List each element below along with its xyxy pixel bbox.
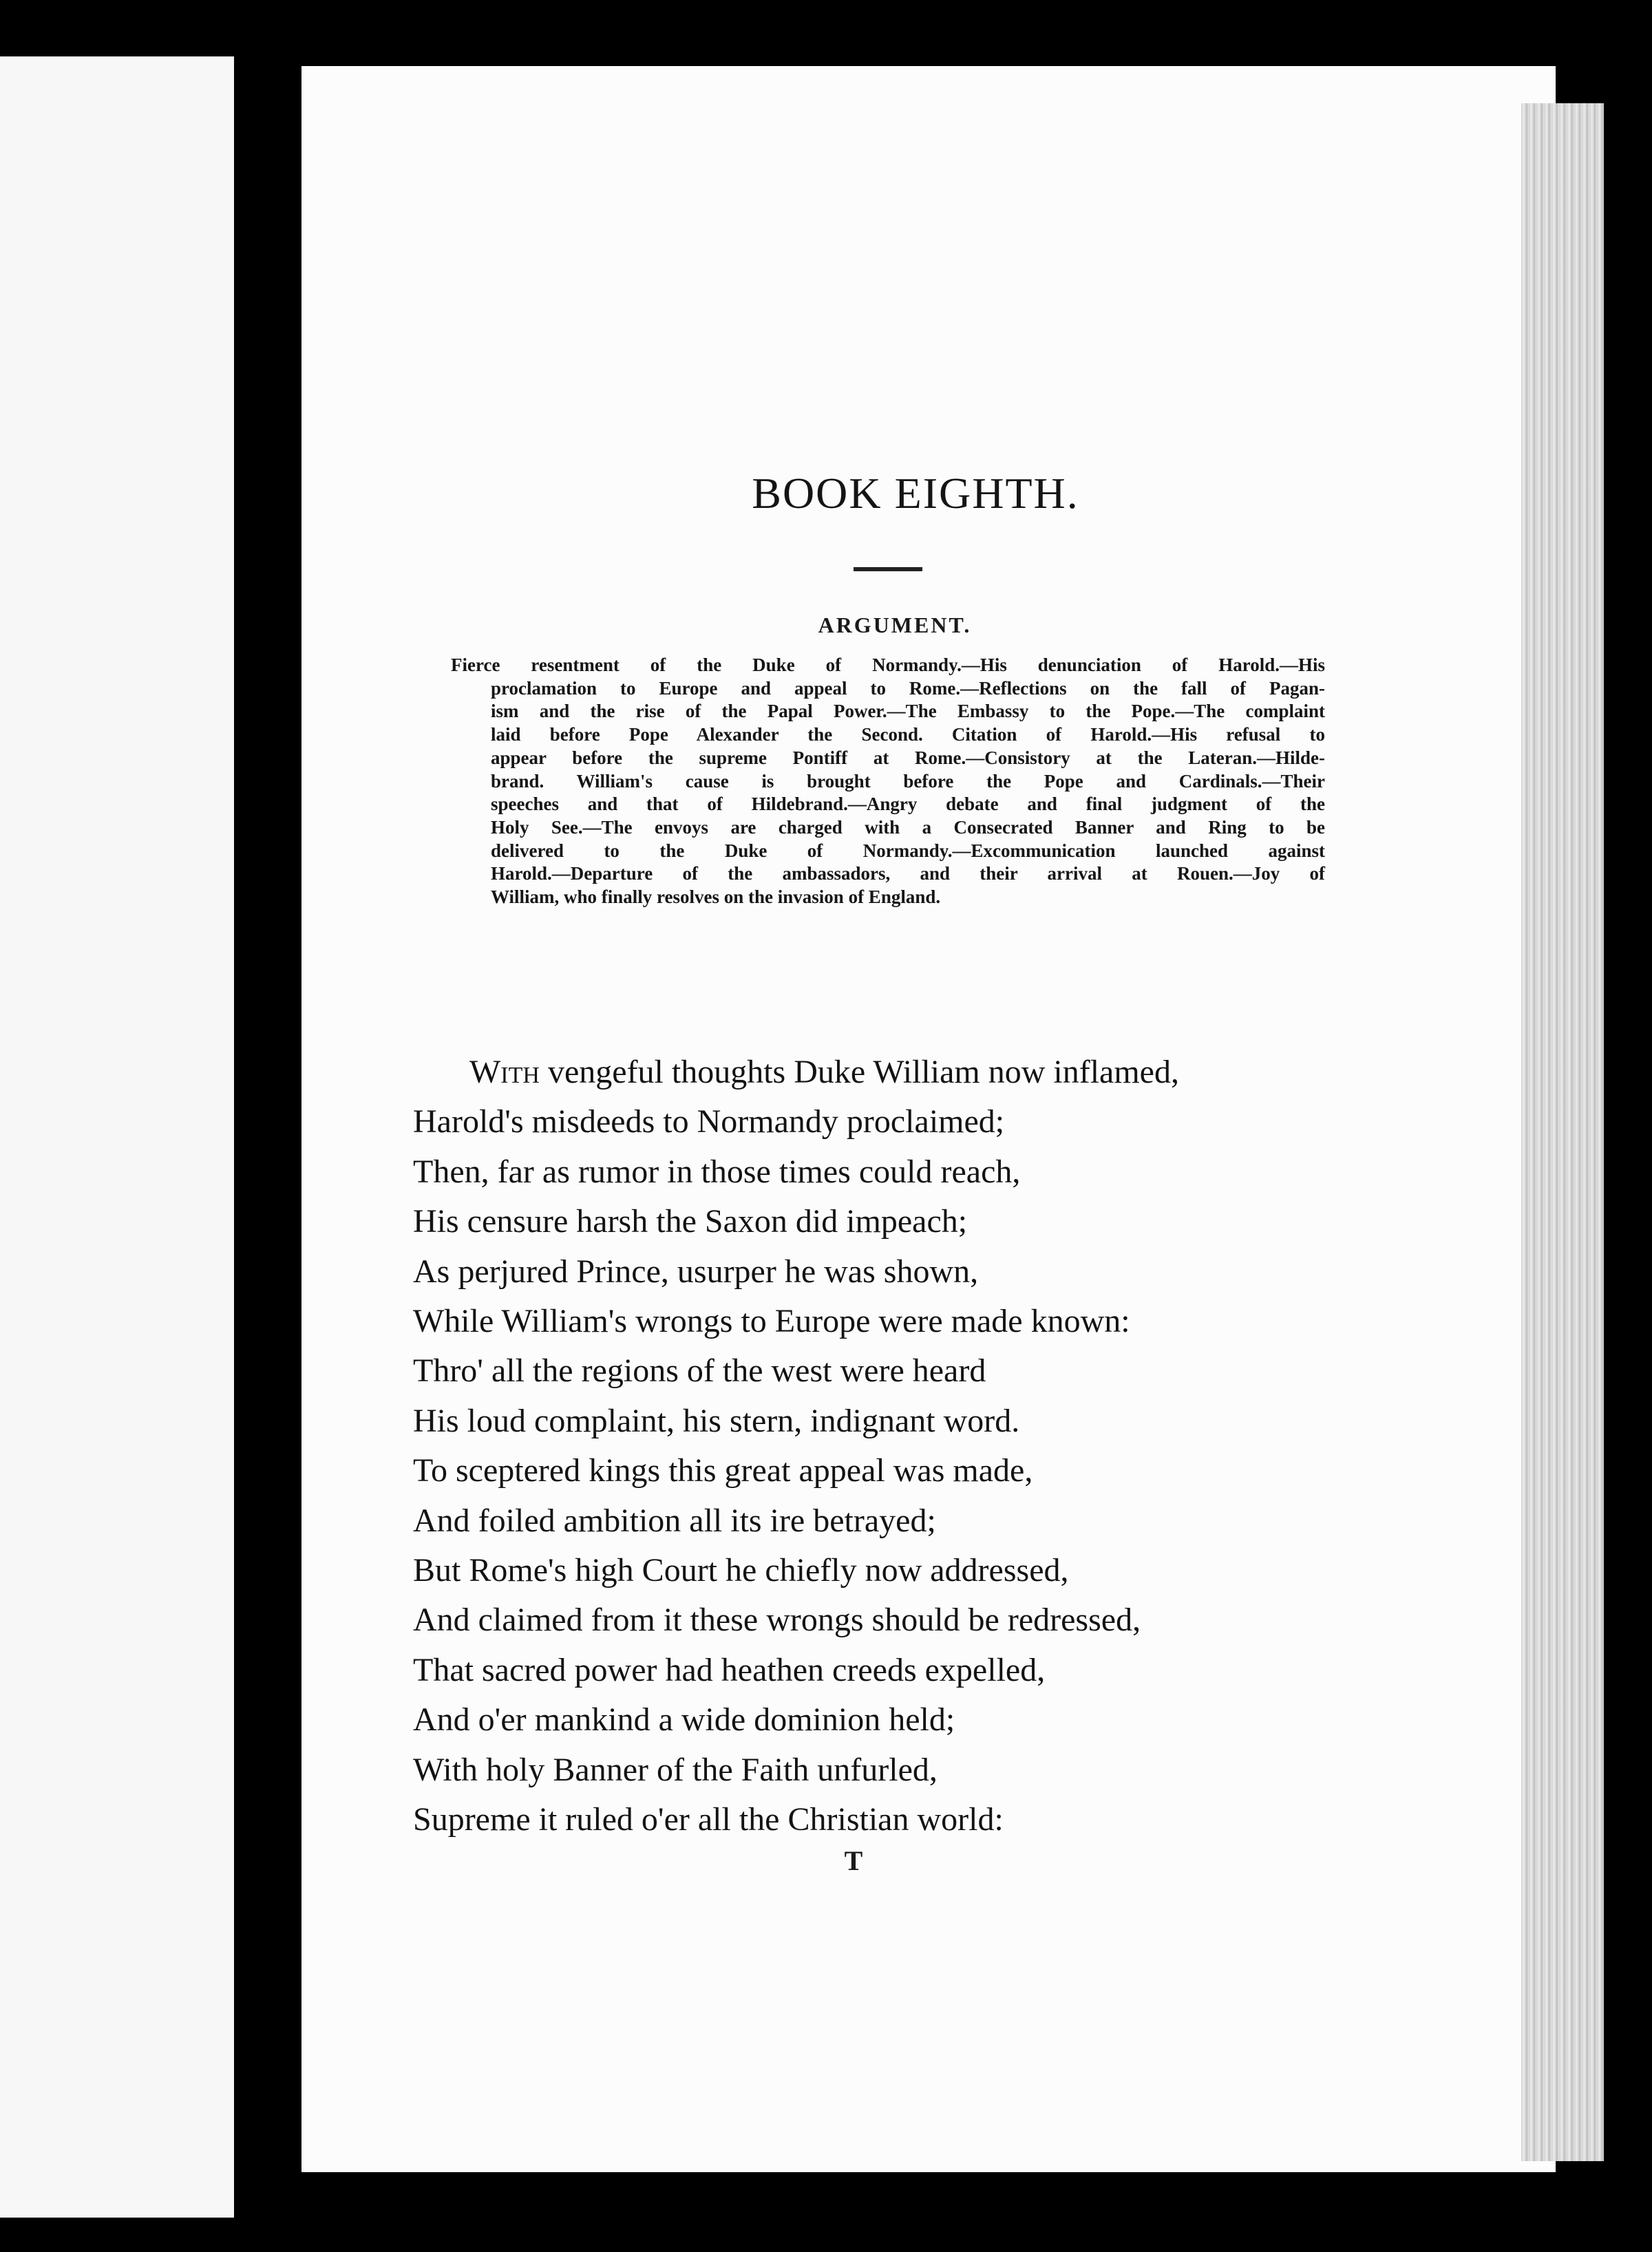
- poem-line: Harold's misdeeds to Normandy proclaimed;: [413, 1103, 1005, 1140]
- left-page: [0, 56, 234, 2218]
- drop-word: With: [469, 1054, 540, 1090]
- poem-line: [413, 1048, 1308, 1097]
- poem-line: But Rome's high Court he chiefly now addressed,: [413, 1552, 1069, 1589]
- page-edges: [1521, 103, 1604, 2161]
- poem-line: Then, far as rumor in those times could reach,: [413, 1153, 1021, 1190]
- poem-line: Supreme it ruled o'er all the Christian world:: [413, 1801, 1004, 1838]
- argument-line: laid before Pope Alexander the Second. Citation of Harold.—His refusal to: [491, 724, 1325, 745]
- argument-line: Holy See.—The envoys are charged with a Consecrated Banner and Ring to be: [491, 816, 1325, 838]
- poem-line: His loud complaint, his stern, indignant word.: [413, 1402, 1020, 1439]
- argument-line: appear before the supreme Pontiff at Rome.—Consistory at the Lateran.—Hilde-: [491, 747, 1325, 768]
- argument-line: Fierce resentment of the Duke of Normandy.—His denunciation of Harold.—His: [451, 655, 1325, 675]
- poem-line: Thro' all the regions of the west were heard: [413, 1352, 986, 1390]
- argument-line: ism and the rise of the Papal Power.—The Embassy to the Pope.—The complaint: [491, 701, 1325, 722]
- poem-line: And claimed from it these wrongs should be redressed,: [413, 1602, 1141, 1639]
- poem-line: That sacred power had heathen creeds expelled,: [413, 1651, 1046, 1688]
- poem: [413, 1048, 1308, 1845]
- signature-mark: T: [844, 1845, 863, 1876]
- argument-line: William, who finally resolves on the invasion of England.: [491, 886, 941, 908]
- poem-line-text: vengeful thoughts Duke William now inflamed,: [539, 1054, 1179, 1090]
- poem-line: As perjured Prince, usurper he was shown,: [413, 1253, 979, 1290]
- argument-line: proclamation to Europe and appeal to Rome.—Reflections on the fall of Pagan-: [491, 677, 1325, 699]
- poem-line: While William's wrongs to Europe were made known:: [413, 1303, 1130, 1340]
- poem-line: With holy Banner of the Faith unfurled,: [413, 1751, 938, 1788]
- argument-line: speeches and that of Hildebrand.—Angry debate and final judgment of the: [491, 794, 1325, 815]
- poem-line: To sceptered kings this great appeal was made,: [413, 1452, 1033, 1489]
- argument-heading: ARGUMENT.: [818, 613, 972, 637]
- title-rule: [854, 567, 922, 571]
- poem-line: And o'er mankind a wide dominion held;: [413, 1701, 955, 1739]
- poem-line: And foiled ambition all its ire betrayed;: [413, 1502, 936, 1539]
- argument-line: Harold.—Departure of the ambassadors, and their arrival at Rouen.—Joy of: [491, 863, 1325, 884]
- argument-block: [451, 654, 1325, 909]
- page-title: BOOK EIGHTH.: [752, 469, 1079, 518]
- book-gutter: [234, 0, 301, 2252]
- argument-line: delivered to the Duke of Normandy.—Excommunication launched against: [491, 840, 1325, 861]
- argument-line: brand. William's cause is brought before the Pope and Cardinals.—Their: [491, 770, 1325, 792]
- poem-line: His censure harsh the Saxon did impeach;: [413, 1203, 968, 1240]
